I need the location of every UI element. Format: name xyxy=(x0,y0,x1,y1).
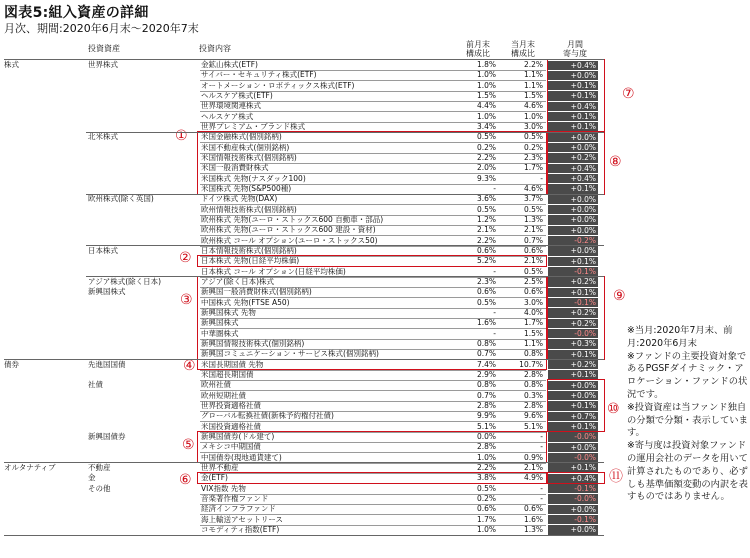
asset-subclass-cell: アジア株式(除く日本) xyxy=(88,276,162,286)
prev-weight-cell: - xyxy=(493,307,496,317)
curr-weight-cell: 9.6% xyxy=(523,411,543,421)
contribution-value: -0.1% xyxy=(574,515,596,525)
contribution-cell xyxy=(548,525,598,534)
table-row xyxy=(0,101,750,111)
curr-weight-cell: 0.9% xyxy=(523,452,543,462)
curr-weight-cell: 0.5% xyxy=(523,132,543,142)
highlight-box-6 xyxy=(197,472,547,484)
prev-weight-cell: 9.9% xyxy=(476,411,496,421)
curr-weight-cell: 1.7% xyxy=(523,163,543,173)
asset-content-cell: サイバー・セキュリティ株式(ETF) xyxy=(201,70,317,80)
highlight-box-9 xyxy=(547,276,605,360)
group-separator xyxy=(4,359,604,360)
curr-weight-cell: 1.1% xyxy=(523,338,543,348)
contribution-cell xyxy=(548,432,598,441)
curr-weight-cell: 1.7% xyxy=(523,318,543,328)
highlight-marker-11: ⑪ xyxy=(609,469,623,486)
prev-weight-cell: 0.6% xyxy=(476,245,496,255)
asset-content-cell: 欧州短期社債 xyxy=(201,390,246,400)
prev-weight-cell: 0.5% xyxy=(476,132,496,142)
contribution-cell xyxy=(548,226,598,235)
asset-content-cell: 米国超長期国債 xyxy=(201,369,254,379)
curr-weight-cell: 0.8% xyxy=(523,380,543,390)
asset-content-cell: 海上輸送アセットリース xyxy=(201,514,284,524)
table-row xyxy=(0,60,750,70)
asset-content-cell: ヘルスケア株式 xyxy=(201,111,254,121)
asset-content-cell: 米国株式 先物(S&P500種) xyxy=(201,183,292,193)
contribution-cell xyxy=(548,453,598,462)
prev-weight-cell: - xyxy=(493,328,496,338)
asset-content-cell: 日本株式 コール オプション(日経平均株価) xyxy=(201,266,346,276)
asset-content-cell: 世界環境関連株式 xyxy=(201,101,261,111)
contribution-cell xyxy=(548,205,598,214)
contribution-cell xyxy=(548,484,598,493)
curr-weight-cell: 4.9% xyxy=(523,473,543,483)
prev-weight-cell: 0.2% xyxy=(476,142,496,152)
highlight-box-5 xyxy=(197,431,547,463)
asset-content-cell: グローバル転換社債(新株予約権付社債) xyxy=(201,411,334,421)
curr-weight-cell: 0.3% xyxy=(523,390,543,400)
curr-weight-cell: 4.0% xyxy=(523,307,543,317)
prev-weight-cell: - xyxy=(493,266,496,276)
contribution-cell xyxy=(548,236,598,245)
table-row xyxy=(0,112,750,122)
asset-content-cell: 米国情報技術株式(個別銘柄) xyxy=(201,152,297,162)
asset-content-cell: 欧州株式 先物(ユーロ・ストックス600 建設・資材) xyxy=(201,225,376,235)
contribution-value: +0.0% xyxy=(570,391,596,401)
asset-content-cell: 米国不動産株式(個別銘柄) xyxy=(201,142,290,152)
prev-weight-cell: 9.3% xyxy=(476,173,496,183)
prev-weight-cell: 0.8% xyxy=(476,338,496,348)
asset-content-cell: 音楽著作権ファンド xyxy=(201,493,269,503)
contribution-value: +0.1% xyxy=(570,463,596,473)
highlight-marker-5: ⑤ xyxy=(182,437,195,454)
curr-weight-cell: - xyxy=(540,431,543,441)
contribution-value: +0.1% xyxy=(570,422,596,432)
prev-weight-cell: 1.0% xyxy=(476,70,496,80)
prev-weight-cell: 3.8% xyxy=(476,473,496,483)
asset-class-cell: 債券 xyxy=(4,359,19,369)
prev-weight-cell: 1.0% xyxy=(476,111,496,121)
contribution-cell xyxy=(548,195,598,204)
contribution-value: -0.2% xyxy=(574,236,596,246)
contribution-value: +0.4% xyxy=(570,60,596,70)
contribution-value: -0.1% xyxy=(574,298,596,308)
curr-weight-cell: 3.7% xyxy=(523,194,543,204)
curr-weight-cell: - xyxy=(540,442,543,452)
asset-content-cell: 金鉱山株式(ETF) xyxy=(201,60,258,69)
asset-content-cell: 中国債券(現地通貨建て) xyxy=(201,452,282,462)
contribution-value: +0.1% xyxy=(570,184,596,194)
highlight-marker-9: ⑨ xyxy=(613,288,626,305)
contribution-value: -0.0% xyxy=(574,494,596,504)
prev-weight-cell: 3.6% xyxy=(476,194,496,204)
prev-weight-cell: 5.2% xyxy=(476,256,496,266)
contribution-value: +0.3% xyxy=(570,339,596,349)
table-row xyxy=(0,236,750,246)
asset-subclass-cell: 北米株式 xyxy=(88,132,118,142)
group-separator xyxy=(86,276,604,277)
curr-weight-cell: 2.1% xyxy=(523,225,543,235)
asset-content-cell: 金(ETF) xyxy=(201,473,228,483)
table-row xyxy=(0,215,750,225)
header-prev xyxy=(458,40,498,58)
group-separator xyxy=(4,462,604,463)
prev-weight-cell: 0.6% xyxy=(476,287,496,297)
contribution-cell xyxy=(548,494,598,503)
asset-content-cell: 経済インフラファンド xyxy=(201,504,276,514)
curr-weight-cell: 5.1% xyxy=(523,421,543,431)
asset-content-cell: 米国長期国債 先物 xyxy=(201,359,264,369)
highlight-box-1 xyxy=(197,131,547,194)
asset-content-cell: メキシコ中期国債 xyxy=(201,442,261,452)
contribution-value: +0.0% xyxy=(570,70,596,80)
asset-content-cell: 米国投資適格社債 xyxy=(201,421,261,431)
contribution-value: +0.0% xyxy=(570,132,596,142)
asset-content-cell: 米国株式 先物(ナスダック100) xyxy=(201,173,306,183)
curr-weight-cell: 2.1% xyxy=(523,256,543,266)
contribution-value: +0.1% xyxy=(570,122,596,132)
asset-content-cell: 新興国債券(ドル建て) xyxy=(201,431,275,441)
prev-weight-cell: 0.5% xyxy=(476,204,496,214)
prev-weight-cell: 1.5% xyxy=(476,90,496,100)
contribution-value: +0.1% xyxy=(570,287,596,297)
prev-weight-cell: 0.8% xyxy=(476,380,496,390)
page-subtitle: 月次、期間:2020年6月末〜2020年7末 xyxy=(4,22,199,35)
note-1: ※当月:2020年7月末、前月:2020年6月末 xyxy=(627,325,733,349)
contribution-cell xyxy=(548,505,598,514)
contribution-cell xyxy=(548,515,598,524)
asset-subclass-cell: 新興国株式 xyxy=(88,287,126,297)
asset-subclass-cell: 先進国国債 xyxy=(88,359,126,369)
table-row xyxy=(0,205,750,215)
contribution-cell xyxy=(548,257,598,266)
contribution-value: +0.1% xyxy=(570,112,596,122)
asset-subclass-cell: その他 xyxy=(88,483,111,493)
header-curr-l1: 当月末 xyxy=(511,40,535,49)
curr-weight-cell: 2.2% xyxy=(523,60,543,69)
highlight-box-8 xyxy=(547,131,605,194)
curr-weight-cell: - xyxy=(540,173,543,183)
asset-content-cell: コモディティ指数(ETF) xyxy=(201,524,280,534)
table-row xyxy=(0,81,750,91)
group-separator xyxy=(86,194,604,195)
contribution-value: +0.0% xyxy=(570,525,596,535)
curr-weight-cell: 1.1% xyxy=(523,70,543,80)
contribution-value: +0.0% xyxy=(570,380,596,390)
header-curr-l2: 構成比 xyxy=(511,49,535,58)
curr-weight-cell: - xyxy=(540,483,543,493)
group-separator xyxy=(86,132,604,133)
asset-content-cell: 世界投資適格社債 xyxy=(201,400,261,410)
highlight-marker-8: ⑧ xyxy=(609,154,622,171)
asset-content-cell: 新興国一般消費財株式(個別銘柄) xyxy=(201,287,312,297)
contribution-value: +0.1% xyxy=(570,81,596,91)
page-title: 図表5:組入資産の詳細 xyxy=(4,5,149,21)
curr-weight-cell: 0.5% xyxy=(523,204,543,214)
prev-weight-cell: 2.8% xyxy=(476,442,496,452)
asset-content-cell: オートメーション・ロボティックス株式(ETF) xyxy=(201,80,355,90)
asset-content-cell: ヘルスケア株式(ETF) xyxy=(201,90,273,100)
prev-weight-cell: 2.8% xyxy=(476,400,496,410)
highlight-box-2 xyxy=(197,255,547,267)
asset-content-cell: 日本株式 先物(日経平均株価) xyxy=(201,256,300,266)
table-row xyxy=(0,225,750,235)
contribution-value: +0.0% xyxy=(570,194,596,204)
curr-weight-cell: 0.2% xyxy=(523,142,543,152)
curr-weight-cell: 0.6% xyxy=(523,287,543,297)
curr-weight-cell: 2.8% xyxy=(523,369,543,379)
contribution-cell xyxy=(548,443,598,452)
group-separator xyxy=(4,535,604,536)
contribution-value: +0.2% xyxy=(570,153,596,163)
curr-weight-cell: - xyxy=(540,493,543,503)
contribution-value: +0.2% xyxy=(570,277,596,287)
contribution-value: +0.0% xyxy=(570,143,596,153)
asset-content-cell: 新興国情報技術株式(個別銘柄) xyxy=(201,338,305,348)
contribution-cell xyxy=(548,215,598,224)
curr-weight-cell: 2.1% xyxy=(523,462,543,472)
prev-weight-cell: 2.1% xyxy=(476,225,496,235)
curr-weight-cell: 1.6% xyxy=(523,514,543,524)
asset-content-cell: 欧州情報技術株式(個別銘柄) xyxy=(201,204,297,214)
contribution-value: +0.7% xyxy=(570,411,596,421)
header-contrib xyxy=(555,40,595,58)
asset-content-cell: 新興国株式 先物 xyxy=(201,307,256,317)
highlight-marker-2: ② xyxy=(179,250,192,267)
asset-content-cell: 世界プレミアム・ブランド株式 xyxy=(201,121,306,131)
contribution-value: +0.4% xyxy=(570,174,596,184)
prev-weight-cell: 3.4% xyxy=(476,121,496,131)
contribution-value: +0.0% xyxy=(570,504,596,514)
note-3: ※投資資産は当ファンド独自の分類で分類・表示しています。 xyxy=(627,401,748,439)
prev-weight-cell: 1.7% xyxy=(476,514,496,524)
asset-content-cell: 新興国株式 xyxy=(201,318,239,328)
prev-weight-cell: 2.3% xyxy=(476,276,496,286)
highlight-marker-4: ④ xyxy=(183,357,196,374)
asset-content-cell: アジア(除く日本)株式 xyxy=(201,276,275,286)
curr-weight-cell: 4.6% xyxy=(523,183,543,193)
contribution-value: -0.1% xyxy=(574,267,596,277)
asset-content-cell: 欧州株式 先物(ユーロ・ストックス600 自動車・部品) xyxy=(201,214,384,224)
contribution-cell xyxy=(548,360,598,369)
prev-weight-cell: 1.8% xyxy=(476,60,496,69)
prev-weight-cell: - xyxy=(493,183,496,193)
contribution-value: +0.4% xyxy=(570,101,596,111)
highlight-marker-1: ① xyxy=(175,128,188,145)
asset-class-cell: 株式 xyxy=(4,60,19,69)
prev-weight-cell: 2.2% xyxy=(476,235,496,245)
prev-weight-cell: 0.5% xyxy=(476,483,496,493)
contribution-value: +0.4% xyxy=(570,473,596,483)
contribution-value: +0.2% xyxy=(570,318,596,328)
prev-weight-cell: 4.4% xyxy=(476,101,496,111)
curr-weight-cell: 0.5% xyxy=(523,266,543,276)
curr-weight-cell: 2.8% xyxy=(523,400,543,410)
prev-weight-cell: 2.2% xyxy=(476,462,496,472)
curr-weight-cell: 2.5% xyxy=(523,276,543,286)
header-contrib-l2: 寄与度 xyxy=(563,49,587,58)
header-prev-l1: 前月末 xyxy=(466,40,490,49)
curr-weight-cell: 0.6% xyxy=(523,504,543,514)
curr-weight-cell: 0.8% xyxy=(523,349,543,359)
table-row xyxy=(0,70,750,80)
asset-subclass-cell: 不動産 xyxy=(88,462,111,472)
contribution-value: -0.0% xyxy=(574,329,596,339)
contribution-value: +0.1% xyxy=(570,91,596,101)
curr-weight-cell: 1.5% xyxy=(523,90,543,100)
prev-weight-cell: 0.7% xyxy=(476,390,496,400)
highlight-marker-10: ⑩ xyxy=(607,400,620,417)
header-prev-l2: 構成比 xyxy=(466,49,490,58)
contribution-value: +0.1% xyxy=(570,349,596,359)
notes xyxy=(627,325,749,504)
contribution-value: +0.0% xyxy=(570,442,596,452)
highlight-box-10 xyxy=(547,379,605,432)
prev-weight-cell: 5.1% xyxy=(476,421,496,431)
contribution-value: +0.2% xyxy=(570,308,596,318)
prev-weight-cell: 2.2% xyxy=(476,152,496,162)
header-asset-class: 投資資産 xyxy=(88,44,120,53)
asset-content-cell: 米国金融株式(個別銘柄) xyxy=(201,132,282,142)
highlight-marker-3: ③ xyxy=(180,292,193,309)
highlight-box-11 xyxy=(547,472,605,484)
asset-content-cell: 欧州社債 xyxy=(201,380,231,390)
highlight-box-7 xyxy=(547,59,605,133)
prev-weight-cell: 1.0% xyxy=(476,80,496,90)
asset-content-cell: 中華圏株式 xyxy=(201,328,239,338)
prev-weight-cell: 0.7% xyxy=(476,349,496,359)
curr-weight-cell: 0.7% xyxy=(523,235,543,245)
curr-weight-cell: 1.0% xyxy=(523,111,543,121)
contribution-value: +0.2% xyxy=(570,360,596,370)
asset-subclass-cell: 金 xyxy=(88,473,96,483)
curr-weight-cell: 1.3% xyxy=(523,214,543,224)
asset-subclass-cell: 社債 xyxy=(88,380,103,390)
prev-weight-cell: 1.2% xyxy=(476,214,496,224)
asset-subclass-cell: 新興国債券 xyxy=(88,431,126,441)
asset-subclass-cell: 欧州株式(除く英国) xyxy=(88,194,154,204)
contribution-value: -0.0% xyxy=(574,432,596,442)
highlight-box-3 xyxy=(197,276,547,360)
curr-weight-cell: 3.0% xyxy=(523,121,543,131)
note-4: ※寄与度は投資対象ファンドの運用会社のデータを用いて計算されたものであり、必ずしも基準価額変動の内訳を表すものではありません。 xyxy=(627,440,748,503)
contribution-value: +0.0% xyxy=(570,215,596,225)
highlight-marker-7: ⑦ xyxy=(622,85,635,102)
contribution-value: +0.4% xyxy=(570,163,596,173)
asset-subclass-cell: 世界株式 xyxy=(88,60,118,69)
contribution-value: +0.0% xyxy=(570,225,596,235)
highlight-box-4 xyxy=(197,359,547,371)
prev-weight-cell: 0.5% xyxy=(476,297,496,307)
contribution-value: +0.0% xyxy=(570,205,596,215)
group-separator xyxy=(86,245,604,246)
curr-weight-cell: 10.7% xyxy=(519,359,543,369)
header-contrib-l1: 月間 xyxy=(567,40,583,49)
contribution-value: +0.1% xyxy=(570,370,596,380)
curr-weight-cell: 4.6% xyxy=(523,101,543,111)
contribution-value: +0.0% xyxy=(570,246,596,256)
asset-content-cell: 中国株式 先物(FTSE A50) xyxy=(201,297,290,307)
highlight-marker-6: ⑥ xyxy=(179,472,192,489)
prev-weight-cell: 2.9% xyxy=(476,369,496,379)
prev-weight-cell: 1.0% xyxy=(476,452,496,462)
asset-content-cell: 米国一般消費財株式 xyxy=(201,163,269,173)
prev-weight-cell: 0.2% xyxy=(476,493,496,503)
table-row xyxy=(0,194,750,204)
prev-weight-cell: 0.0% xyxy=(476,431,496,441)
table-row xyxy=(0,504,750,514)
asset-content-cell: 新興国コミュニケーション・サービス株式(個別銘柄) xyxy=(201,349,379,359)
group-separator xyxy=(4,59,604,60)
prev-weight-cell: 0.6% xyxy=(476,504,496,514)
asset-content-cell: 欧州株式 コール オプション(ユーロ・ストックス50) xyxy=(201,235,378,245)
curr-weight-cell: 0.6% xyxy=(523,245,543,255)
asset-content-cell: 世界不動産 xyxy=(201,462,239,472)
asset-class-cell: オルタナティブ xyxy=(4,462,56,472)
table-row xyxy=(0,515,750,525)
prev-weight-cell: 1.6% xyxy=(476,318,496,328)
table-row xyxy=(0,91,750,101)
curr-weight-cell: 1.3% xyxy=(523,524,543,534)
asset-subclass-cell: 日本株式 xyxy=(88,245,118,255)
table-row xyxy=(0,525,750,535)
header-content: 投資内容 xyxy=(199,44,231,53)
contribution-value: +0.1% xyxy=(570,256,596,266)
curr-weight-cell: 3.0% xyxy=(523,297,543,307)
asset-content-cell: 日本情報技術株式(個別銘柄) xyxy=(201,245,297,255)
prev-weight-cell: 7.4% xyxy=(476,359,496,369)
curr-weight-cell: 2.3% xyxy=(523,152,543,162)
contribution-value: +0.1% xyxy=(570,401,596,411)
asset-content-cell: VIX指数 先物 xyxy=(201,483,246,493)
curr-weight-cell: 1.1% xyxy=(523,80,543,90)
contribution-value: -0.0% xyxy=(574,453,596,463)
asset-content-cell: ドイツ株式 先物(DAX) xyxy=(201,194,278,204)
prev-weight-cell: 1.0% xyxy=(476,524,496,534)
curr-weight-cell: 1.5% xyxy=(523,328,543,338)
note-2: ※ファンドの主要投資対象であるPGSFダイナミック・アロケーション・ファンドの状況です。 xyxy=(627,350,748,400)
contribution-cell xyxy=(548,246,598,255)
prev-weight-cell: 2.0% xyxy=(476,163,496,173)
header-curr xyxy=(503,40,543,58)
contribution-value: -0.1% xyxy=(574,484,596,494)
